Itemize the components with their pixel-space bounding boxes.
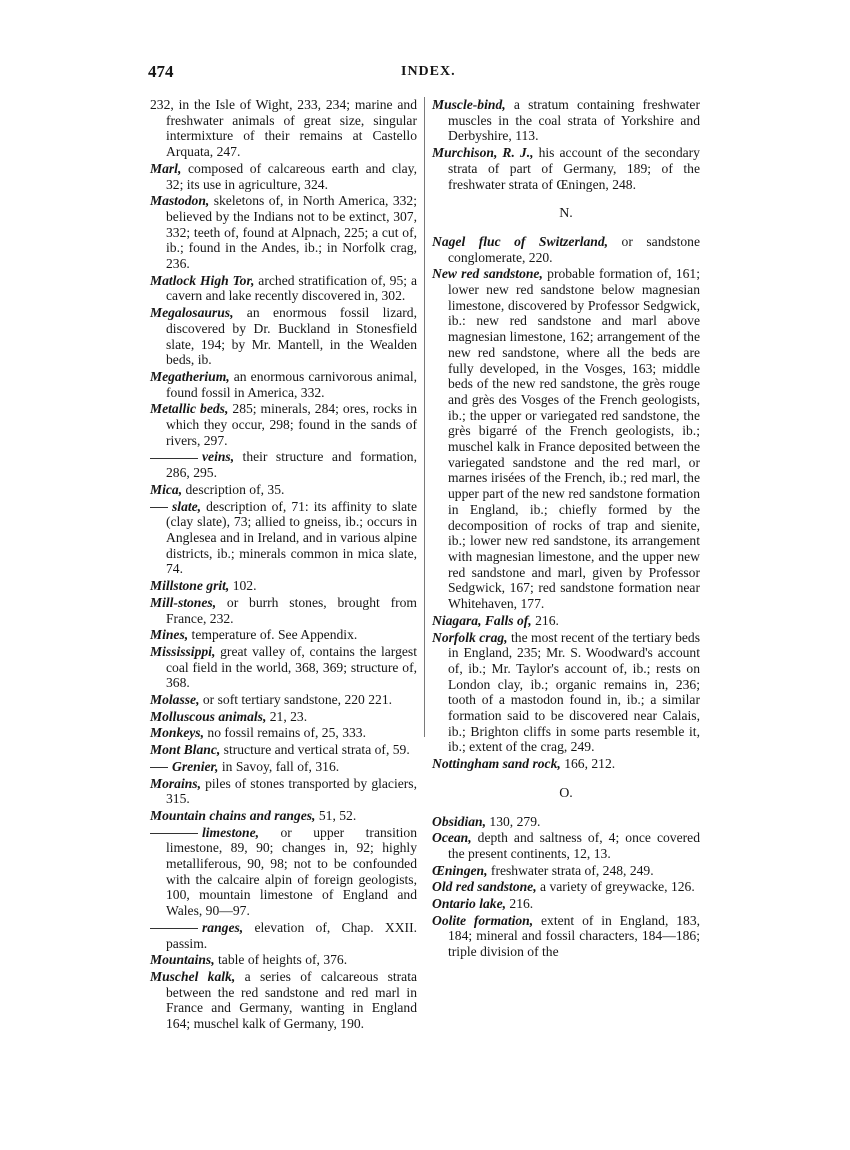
entry-heading: Œningen, — [432, 862, 488, 878]
entry-heading: Molasse, — [150, 692, 200, 708]
index-entry — [432, 814, 700, 830]
entry-heading: Mountains, — [150, 952, 215, 968]
entry-text: 232, in the Isle of Wight, 233, 234; marine and freshwater animals of great size, singular intermixture of their remains at Castello Arquata, 247. — [150, 97, 417, 160]
index-entry — [432, 630, 700, 756]
index-entry — [150, 595, 417, 626]
entry-heading: Morains, — [150, 775, 201, 791]
entry-heading: Mill-stones, — [150, 594, 217, 610]
index-entry — [150, 578, 417, 594]
running-title: INDEX. — [401, 64, 456, 79]
index-entry — [432, 266, 700, 611]
section-letter-n: N. — [559, 206, 573, 222]
entry-heading: Megatherium, — [150, 368, 230, 384]
entry-heading: Mont Blanc, — [150, 742, 221, 758]
entry-heading: Mountain chains and ranges, — [150, 807, 316, 823]
entry-text: or burrh stones, brought from France, 232. — [166, 594, 417, 626]
index-entry — [150, 725, 417, 741]
column-divider — [424, 97, 425, 737]
entry-text: structure and vertical strata of, 59. — [220, 742, 410, 758]
entry-heading: Nottingham sand rock, — [432, 756, 561, 772]
entry-text: no fossil remains of, 25, 333. — [204, 725, 366, 741]
entry-text: description of, 71: its affinity to slate (clay slate), 73; allied to gneiss, ib.; occurs in Anglesea and in Ireland, and in various alpine districts, ib.; minerals common in mica slate, 74. — [166, 498, 417, 577]
index-entry — [432, 879, 700, 895]
entry-heading: New red sandstone, — [432, 266, 543, 282]
entries-m-continued — [432, 97, 700, 192]
entry-text: skeletons of, in North America, 332; believed by the Indians not to be extinct, 307, 332; teeth of, found at Alpnach, 225; a cut of, ib.; found in the Andes, ib.; in Norfolk crag, 236. — [166, 193, 417, 272]
section-letter-o: O. — [559, 785, 573, 801]
index-entry — [432, 863, 700, 879]
index-entry — [150, 644, 417, 691]
entry-text: or sandstone conglomerate, 220. — [448, 233, 700, 265]
entry-heading: ranges, — [202, 919, 244, 935]
index-entry — [432, 913, 700, 960]
entry-heading: Molluscous animals, — [150, 708, 267, 724]
entry-text: an enormous carnivorous animal, found fossil in America, 332. — [166, 368, 417, 400]
entry-heading: Obsidian, — [432, 813, 487, 829]
entry-heading: Muschel kalk, — [150, 968, 236, 984]
entry-heading: Monkeys, — [150, 725, 204, 741]
index-entry — [432, 145, 700, 192]
entry-text: or upper transition limestone, 89, 90; changes in, 92; highly metalliferous, 90, 98; not to be confounded with the calcaire alpin of foreign geologists, 100, mountain limestone of England and Wales, 90—97. — [166, 824, 417, 919]
entry-text: a stratum containing freshwater muscles in the coal strata of Yorkshire and Derbyshire, 113. — [448, 97, 700, 144]
entry-text: probable formation of, 161; lower new red sandstone below magnesian limestone, discovered by Professor Sedgwick, ib.: new red sandstone and marl above magnesian limestone, 162; arrangement of the new red sandstone, where all the beds are fully developed, in the Vosges, 163; middle beds of the new red sandstone, the grès rouge and grès des Vosges of the French geologists, ib.; the upper or variegated red sandstone, the grès bigarré of the French geologists, ib.; muschel kalk in France deposited between the variegated sandstone and the red marl, or marnes irisées of the French, ib.; red marl, the upper part of the new red sandstone formation in England, ib.; chiefly formed by the decomposition of rocks of trap and sienite, ib.; lower new red sandstone, its arrangement with magnesian limestone, and the upper new red sandstone and marl, given by Professor Sedgwick, 167; red sandstone formation near Whitehaven, 177. — [448, 266, 700, 612]
entry-heading: Mississippi, — [150, 643, 216, 659]
entry-text: description of, 35. — [182, 481, 285, 497]
index-entry — [150, 449, 417, 480]
entry-text: composed of calcareous earth and clay, 32; its use in agriculture, 324. — [166, 160, 417, 192]
index-entry — [150, 97, 417, 160]
index-entry — [150, 825, 417, 919]
index-entry — [150, 709, 417, 725]
entry-text: depth and saltness of, 4; once covered the present continents, 12, 13. — [448, 830, 700, 861]
index-entry — [150, 482, 417, 498]
ditto-dash — [150, 928, 198, 929]
entry-text: an enormous fossil lizard, discovered by Dr. Buckland in Stonesfield slate, 194; by Mr. Mantell, in the Wealden beds, ib. — [166, 305, 417, 368]
index-entry — [432, 97, 700, 144]
entry-text: a series of calcareous strata between the red sandstone and red marl in France and Germany, wanting in England 164; muschel kalk of Germany, 190. — [166, 968, 418, 1032]
entry-heading: Murchison, R. J., — [432, 145, 534, 161]
index-entry — [150, 627, 417, 643]
entry-text: his account of the secondary strata of part of Germany, 189; of the freshwater strata of Œningen, 248. — [448, 145, 700, 192]
page-header — [148, 62, 698, 86]
entry-text: the most recent of the tertiary beds in England, 235; Mr. S. Woodward's account of, ib.; Mr. Taylor's account of, ib.; rests on London clay, ib.; organic remains in, 236; tooth of a mastodon found in, ib.; a similar formation said to be discovered near Calais, ib.; Brighton cliffs in some parts resemble it, ib.; extent of the crag, 249. — [448, 629, 700, 755]
entry-heading: Megalosaurus, — [150, 305, 234, 321]
entry-heading: Nagel fluc of Switzerland, — [432, 233, 609, 249]
entries-n — [432, 234, 700, 772]
index-entry — [150, 305, 417, 368]
entry-heading: limestone, — [202, 824, 260, 840]
index-entry — [150, 499, 417, 578]
entry-text: temperature of. See Appendix. — [188, 627, 358, 643]
entry-heading: Matlock High Tor, — [150, 272, 255, 288]
entry-text: 216. — [506, 896, 534, 912]
entry-text: in Savoy, fall of, 316. — [218, 758, 340, 774]
index-entry — [432, 896, 700, 912]
entry-text: 216. — [531, 612, 559, 628]
entry-text: 285; minerals, 284; ores, rocks in which they occur, 298; found in the sands of rivers, 297. — [166, 401, 418, 448]
entry-text: extent of in England, 183, 184; mineral and fossil characters, 184—186; triple division of the — [448, 912, 701, 960]
entry-heading: Ontario lake, — [432, 896, 507, 912]
entry-text: 166, 212. — [560, 756, 616, 772]
index-entry — [150, 692, 417, 708]
entry-heading: Marl, — [150, 160, 182, 176]
entry-text: freshwater strata of, 248, 249. — [487, 862, 654, 878]
entry-text: 21, 23. — [266, 708, 308, 724]
index-entry — [150, 759, 417, 775]
index-entry — [150, 193, 417, 272]
index-entry — [432, 756, 700, 772]
index-entry — [150, 920, 417, 951]
ditto-dash — [150, 507, 168, 508]
entry-heading: Oolite formation, — [432, 912, 534, 928]
entry-text: great valley of, contains the largest coal field in the world, 368, 369; structure of, 368. — [166, 643, 417, 691]
entry-heading: slate, — [172, 498, 202, 514]
index-entry — [150, 952, 417, 968]
index-entry — [150, 808, 417, 824]
ditto-dash — [150, 767, 168, 768]
index-column-left — [150, 97, 417, 1032]
entry-text: 51, 52. — [315, 807, 357, 823]
index-entry — [150, 401, 417, 448]
entry-text: their structure and formation, 286, 295. — [166, 449, 417, 481]
entry-heading: Ocean, — [432, 830, 472, 846]
entry-text: 102. — [229, 578, 257, 594]
entry-text: a variety of greywacke, 126. — [536, 879, 695, 895]
entry-text: elevation of, Chap. XXII. passim. — [166, 919, 417, 951]
index-entry — [432, 830, 700, 861]
entry-text: 130, 279. — [486, 813, 541, 829]
entry-heading: Millstone grit, — [150, 578, 230, 594]
entry-heading: Metallic beds, — [150, 401, 229, 417]
page-number: 474 — [148, 62, 174, 81]
entry-heading: Mica, — [150, 481, 183, 497]
index-entry — [150, 776, 417, 807]
entry-heading: Mines, — [150, 627, 189, 643]
index-entry — [432, 613, 700, 629]
entry-text: arched stratification of, 95; a cavern and lake recently discovered in, 302. — [166, 272, 417, 304]
index-entry — [432, 234, 700, 265]
entry-heading: Norfolk crag, — [432, 629, 508, 645]
entry-heading: veins, — [202, 449, 235, 465]
index-entry — [150, 742, 417, 758]
index-entry — [150, 369, 417, 400]
index-column-right — [432, 97, 700, 960]
entry-text: or soft tertiary sandstone, 220 221. — [199, 692, 393, 708]
entry-heading: Old red sandstone, — [432, 879, 537, 895]
entry-heading: Mastodon, — [150, 193, 210, 209]
index-entry — [150, 161, 417, 192]
entry-heading: Grenier, — [172, 758, 219, 774]
index-entry — [150, 969, 417, 1032]
entry-heading: Niagara, Falls of, — [432, 612, 532, 628]
ditto-dash — [150, 458, 198, 459]
entry-text: piles of stones transported by glaciers, 315. — [166, 775, 417, 807]
ditto-dash — [150, 833, 198, 834]
entry-heading: Muscle-bind, — [432, 97, 506, 112]
entry-text: table of heights of, 376. — [214, 952, 348, 968]
entries-o — [432, 814, 700, 960]
index-entry — [150, 273, 417, 304]
